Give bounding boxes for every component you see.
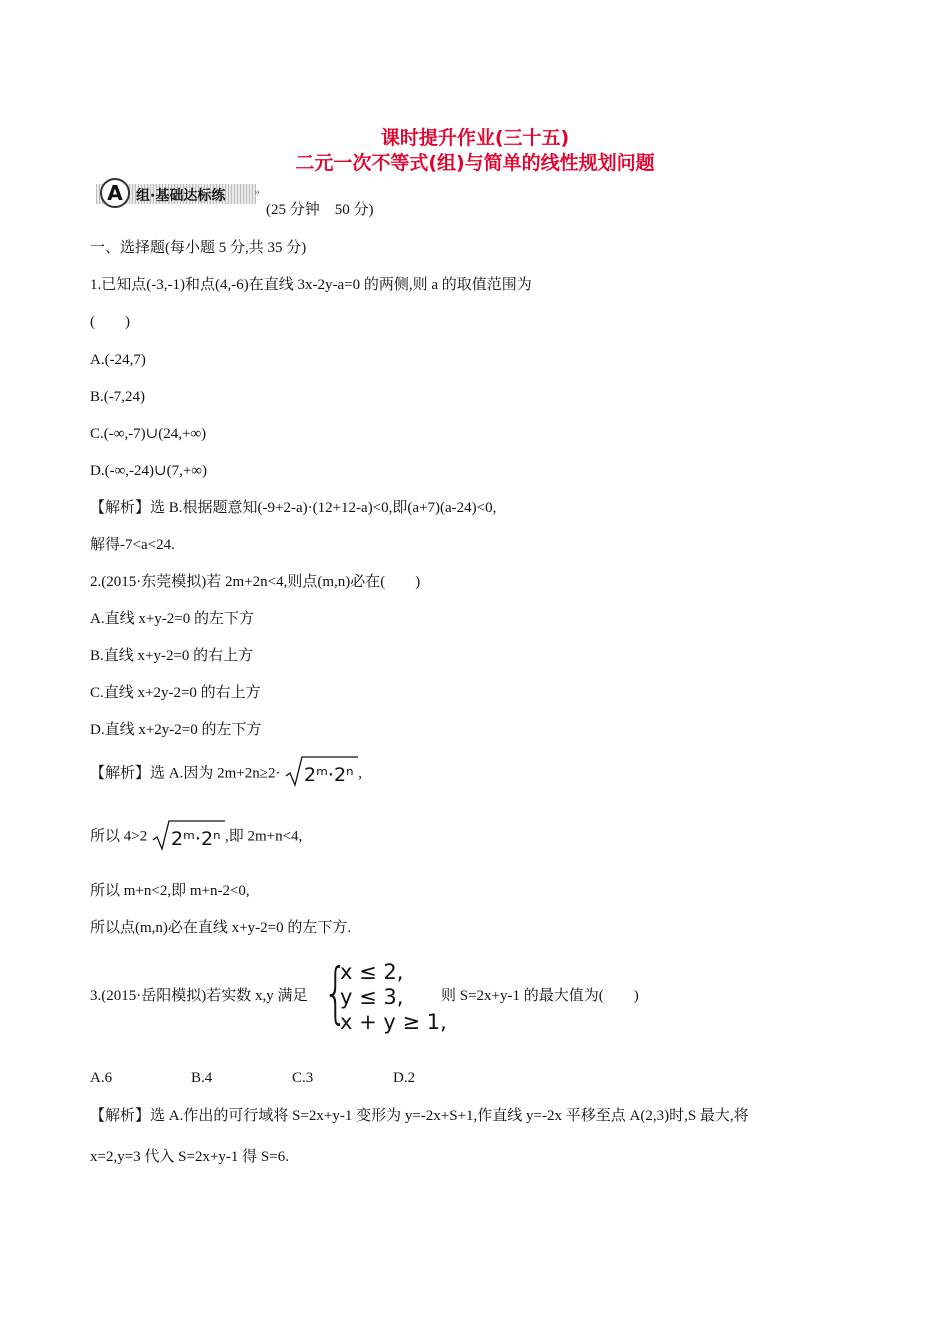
sqrt-radical-icon bbox=[151, 818, 225, 852]
radicand-text: 2ᵐ·2ⁿ bbox=[304, 764, 354, 786]
question-3-analysis-result: x=2,y=3 代入 S=2x+y-1 得 S=6. bbox=[90, 1149, 289, 1165]
question-3-stem-tail: 则 S=2x+y-1 的最大值为( ) bbox=[441, 988, 639, 1004]
question-2-analysis-step: 所以 m+n<2,即 m+n-2<0, bbox=[90, 883, 250, 899]
question-1-stem: 1.已知点(-3,-1)和点(4,-6)在直线 3x-2y-a=0 的两侧,则 a 的取值范围为 bbox=[90, 277, 532, 293]
double-chevron-icon: » bbox=[254, 184, 260, 198]
question-2-analysis-step bbox=[90, 822, 302, 852]
question-3-option-d: D.2 bbox=[393, 1070, 416, 1086]
question-3-analysis: 【解析】选 A.作出的可行域将 S=2x+y-1 变形为 y=-2x+S+1,作直线 y=-2x 平移至点 A(2,3)时,S 最大,将 bbox=[90, 1108, 749, 1124]
analysis-text: ,即 2m+n<4, bbox=[224, 828, 303, 845]
question-1-option-c: C.(-∞,-7)∪(24,+∞) bbox=[90, 426, 207, 442]
question-1-option-b: B.(-7,24) bbox=[90, 389, 145, 405]
question-3-stem: 3.(2015·岳阳模拟)若实数 x,y 满足 bbox=[90, 988, 308, 1004]
question-2-stem: 2.(2015·东莞模拟)若 2m+2n<4,则点(m,n)必在( ) bbox=[90, 574, 421, 590]
question-1-option-d: D.(-∞,-24)∪(7,+∞) bbox=[90, 463, 207, 479]
time-score: (25 分钟 50 分) bbox=[266, 202, 374, 218]
question-2-option-c: C.直线 x+2y-2=0 的右上方 bbox=[90, 685, 261, 701]
question-2-analysis bbox=[90, 760, 362, 788]
question-1-option-a: A.(-24,7) bbox=[90, 352, 146, 368]
inequality-system bbox=[323, 954, 447, 1034]
question-2-option-b: B.直线 x+y-2=0 的右上方 bbox=[90, 648, 254, 664]
sqrt-radical-icon bbox=[284, 754, 358, 788]
section-heading: 一、选择题(每小题 5 分,共 35 分) bbox=[90, 240, 307, 256]
page-title: 课时提升作业(三十五) bbox=[380, 127, 570, 149]
question-2-analysis-conclusion: 所以点(m,n)必在直线 x+y-2=0 的左下方. bbox=[90, 920, 352, 936]
question-1-analysis: 【解析】选 B.根据题意知(-9+2-a)·(12+12-a)<0,即(a+7)(a-24)<0, bbox=[90, 500, 497, 516]
question-3-option-c: C.3 bbox=[292, 1070, 314, 1086]
analysis-comma: , bbox=[358, 765, 362, 782]
section-badge bbox=[90, 178, 262, 210]
radicand-text: 2ᵐ·2ⁿ bbox=[170, 828, 221, 850]
inequality-row: y ≤ 3, bbox=[340, 985, 404, 1009]
question-3-option-b: B.4 bbox=[191, 1070, 213, 1086]
analysis-text: 【解析】选 A.因为 2m+2n≥2· bbox=[90, 765, 281, 782]
badge-letter-icon: A bbox=[100, 178, 130, 208]
question-2-option-a: A.直线 x+y-2=0 的左下方 bbox=[90, 611, 254, 627]
inequality-row: x + y ≥ 1, bbox=[340, 1010, 447, 1034]
badge-label: 组·基础达标练 bbox=[136, 188, 226, 204]
inequality-row: x ≤ 2, bbox=[340, 960, 404, 984]
question-2-option-d: D.直线 x+2y-2=0 的左下方 bbox=[90, 722, 262, 738]
analysis-text: 所以 4>2 bbox=[90, 828, 148, 845]
page-subtitle: 二元一次不等式(组)与简单的线性规划问题 bbox=[295, 152, 655, 174]
question-1-analysis-result: 解得-7<a<24. bbox=[90, 537, 175, 553]
question-1-paren: ( ) bbox=[90, 314, 130, 330]
left-brace-icon: { bbox=[323, 954, 349, 1031]
question-3-option-a: A.6 bbox=[90, 1070, 113, 1086]
